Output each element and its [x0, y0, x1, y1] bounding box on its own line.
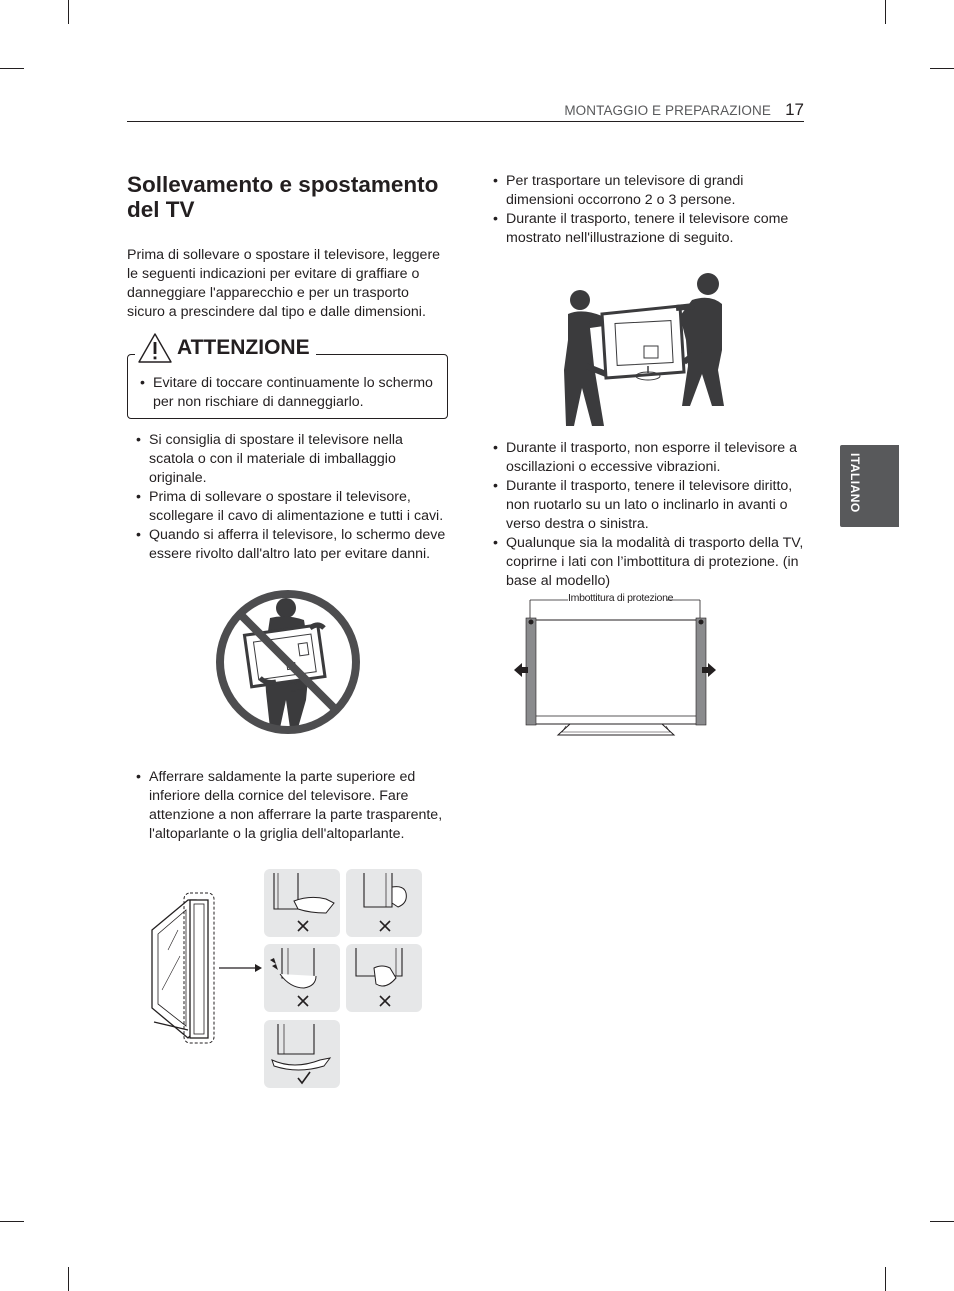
page-title: Sollevamento e spostamento del TV	[127, 172, 439, 222]
caution-title: ATTENZIONE	[177, 336, 310, 359]
intro-paragraph: Prima di sollevare o spostare il televisore, leggere le seguenti indicazioni per evitare di graffiare o danneggiare l'apparecchio e per un trasporto sicuro a prescindere dal tipo e dalle dimensioni.	[127, 247, 441, 320]
crop-mark	[68, 0, 69, 24]
grip-tile-wrong	[346, 869, 422, 937]
prohibited-carry-illustration	[214, 588, 362, 736]
caution-header	[135, 330, 316, 366]
grip-tile-wrong	[346, 944, 422, 1012]
tv-side-view-illustration	[148, 890, 220, 1046]
list-item: • Quando si afferra il televisore, lo schermo deve essere rivolto dall'altro lato per evitare danni.	[136, 526, 451, 564]
caution-list	[140, 374, 440, 412]
list-item: • Si consiglia di spostare il televisore nella scatola o con il materiale di imballaggio originale.	[136, 431, 451, 488]
list-item: • Per trasportare un televisore di grandi dimensioni occorrono 2 o 3 persone.	[493, 172, 808, 210]
list-item: • Qualunque sia la modalità di trasporto della TV, coprirne i lati con l’imbottitura di protezione. (in base al modello)	[493, 534, 808, 591]
crop-mark	[0, 68, 24, 69]
grip-tile-wrong	[264, 869, 340, 937]
section-title: MONTAGGIO E PREPARAZIONE	[564, 103, 771, 118]
crop-mark	[68, 1267, 69, 1291]
warning-icon	[137, 332, 173, 364]
crop-mark	[0, 1221, 24, 1222]
list-item: • Durante il trasporto, tenere il televisore come mostrato nell'illustrazione di seguito.	[493, 210, 808, 248]
protective-padding-illustration	[510, 598, 720, 740]
language-tab-label: ITALIANO	[848, 453, 862, 513]
bullet-list-handling	[136, 431, 451, 564]
running-header	[127, 100, 804, 122]
list-item: • Afferrare saldamente la parte superiore ed inferiore della cornice del televisore. Fare attenzione a non afferrare la parte trasparente, l'altoparlante o la griglia dell'altoparlante.	[136, 768, 451, 844]
list-item: • Prima di sollevare o spostare il televisore, scollegare il cavo di alimentazione e tutti i cavi.	[136, 488, 451, 526]
arrow-right-icon	[217, 962, 263, 974]
crop-mark	[885, 0, 886, 24]
list-item: • Evitare di toccare continuamente lo schermo per non rischiare di danneggiarlo.	[140, 374, 440, 412]
crop-mark	[885, 1267, 886, 1291]
grip-tile-wrong	[264, 944, 340, 1012]
crop-mark	[930, 1221, 954, 1222]
bullet-list-transport	[493, 172, 808, 248]
padding-label: Imbottitura di protezione	[568, 592, 674, 604]
bullet-list-precautions	[493, 439, 808, 591]
grip-tile-correct	[264, 1020, 340, 1088]
list-item: • Durante il trasporto, non esporre il televisore a oscillazioni o eccessive vibrazioni.	[493, 439, 808, 477]
crop-mark	[930, 68, 954, 69]
page-number: 17	[785, 100, 804, 119]
bullet-list-grip	[136, 768, 451, 844]
list-item: • Durante il trasporto, tenere il televisore diritto, non ruotarlo su un lato o inclinarlo in avanti o verso destra o sinistra.	[493, 477, 808, 534]
two-person-carry-illustration	[560, 270, 726, 428]
